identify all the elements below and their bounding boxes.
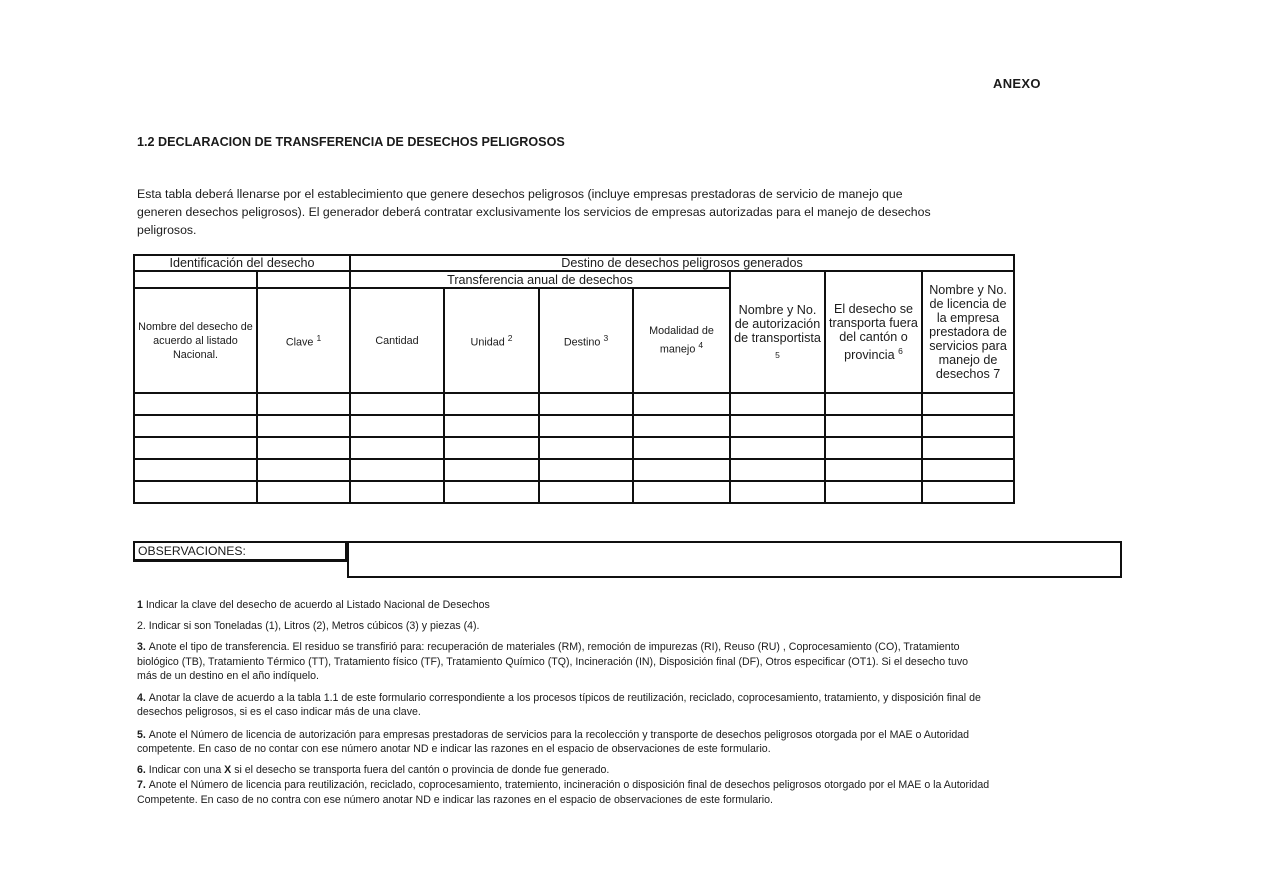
anexo-label: ANEXO [993, 76, 1041, 91]
empty-cell [257, 271, 350, 288]
footnote-number: 5. [137, 728, 149, 741]
footnote-ref-4: 4 [698, 340, 704, 351]
empty-cell [539, 459, 633, 481]
table-group-row [134, 255, 1014, 271]
empty-cell [825, 459, 922, 481]
empty-cell [922, 481, 1014, 503]
group-header-destino: Destino de desechos peligrosos generados [350, 255, 1014, 271]
footnote-2: 2. Indicar si son Toneladas (1), Litros (2), Metros cúbicos (3) y piezas (4). [137, 619, 480, 632]
footnotes [137, 598, 1127, 807]
empty-cell [444, 437, 539, 459]
empty-cell [730, 437, 825, 459]
empty-cell [134, 415, 257, 437]
empty-cell [257, 393, 350, 415]
empty-cell [444, 393, 539, 415]
column-header-transportista: Nombre y No. de autorización de transportista 5 [730, 271, 825, 393]
intro-paragraph [137, 185, 931, 239]
empty-cell [730, 481, 825, 503]
empty-cell [633, 481, 730, 503]
empty-cell [922, 393, 1014, 415]
table-row [134, 393, 1014, 415]
footnote-5: 5. Anote el Número de licencia de autorización para empresas prestadoras de servicios para la recolección y transporte de desechos peligrosos otorgada por el MAE o Autoridad competente. En caso de no contar con ese número anotar ND e indicar las razones en el espacio de observaciones de este formulario. [137, 728, 970, 755]
table-row [134, 415, 1014, 437]
empty-cell [539, 481, 633, 503]
footnote-number: 6. [137, 763, 149, 776]
column-header-licencia-empresa: Nombre y No. de licencia de la empresa prestadora de servicios para manejo de desechos 7 [922, 271, 1014, 393]
intro-line: Esta tabla deberá llenarse por el establecimiento que genere desechos peligrosos (incluye empresas prestadoras de servicio de manejo que [137, 187, 903, 202]
footnote-number: 2. [137, 619, 149, 632]
empty-cell [134, 393, 257, 415]
footnote-number: 4. [137, 691, 149, 704]
empty-cell [134, 437, 257, 459]
footnote-number: 7. [137, 779, 149, 791]
empty-cell [922, 437, 1014, 459]
intro-line: generen desechos peligrosos). El generador deberá contratar exclusivamente los servicios de empresas autorizadas para el manejo de desechos [137, 205, 931, 220]
column-header-transporta-fuera: El desecho se transporta fuera del cantón o provincia $^6$ [825, 271, 922, 393]
footnote-1: 1 Indicar la clave del desecho de acuerdo al Listado Nacional de Desechos [137, 599, 490, 611]
empty-cell [257, 459, 350, 481]
empty-cell [633, 437, 730, 459]
empty-cell [134, 271, 257, 288]
empty-cell [444, 459, 539, 481]
empty-cell [350, 459, 444, 481]
column-header-clave: Clave $^1$ [257, 288, 350, 393]
empty-cell [730, 459, 825, 481]
empty-cell [257, 481, 350, 503]
empty-cell [350, 437, 444, 459]
empty-cell [350, 415, 444, 437]
footnote-ref-1: 1 [316, 333, 322, 344]
footnote-ref-3: 3 [603, 333, 609, 344]
footnote-number: 3. [137, 641, 149, 653]
footnote-number: 1 [137, 599, 146, 611]
column-header-unidad: Unidad $^2$ [444, 288, 539, 393]
empty-cell [922, 459, 1014, 481]
footnote-ref-2: 2 [507, 333, 513, 344]
observaciones-label: OBSERVACIONES: [133, 541, 347, 562]
table-row [134, 481, 1014, 503]
empty-cell [350, 481, 444, 503]
empty-cell [730, 415, 825, 437]
empty-cell [134, 481, 257, 503]
column-header-modalidad: Modalidad de manejo $^4$ [633, 288, 730, 393]
empty-cell [825, 437, 922, 459]
table-subgroup-row [134, 271, 1014, 288]
empty-cell [539, 393, 633, 415]
empty-cell [539, 437, 633, 459]
column-header-nombre-desecho: Nombre del desecho de acuerdo al listado Nacional. [134, 288, 257, 393]
empty-cell [825, 481, 922, 503]
empty-cell [539, 415, 633, 437]
column-header-destino: Destino $^3$ [539, 288, 633, 393]
footnote-7: 7. Anote el Número de licencia para reutilización, reciclado, coprocesamiento, tratemiento, incineración o disposición final de desechos peligrosos otorgado por el MAE o la Autoridad Competente. En caso de no contra con ese número anotar ND e indicar las razones en el espacio de observaciones de este formulario. [137, 779, 990, 806]
table-row [134, 437, 1014, 459]
empty-cell [633, 415, 730, 437]
column-header-cantidad: Cantidad [350, 288, 444, 393]
footnote-ref-5: 5 [775, 349, 780, 360]
table-row [134, 459, 1014, 481]
empty-cell [825, 415, 922, 437]
footnote-3: 3. Anote el tipo de transferencia. El residuo se transfirió para: recuperación de materiales (RM), remoción de impurezas (RI), Reuso (RU) , Coprocesamiento (CO), Tratamiento biológico (TB), Tratamiento Térmico (TT), Tratamiento físico (TF), Tratamiento Químico (TQ), Incineración (IN), Disposición final (DF), Otros especificar (OT1). Si el desecho tuvo más de un destino en el año indíquelo. [137, 641, 969, 682]
section-title: 1.2 DECLARACION DE TRANSFERENCIA DE DESECHOS PELIGROSOS [137, 135, 565, 149]
empty-cell [444, 415, 539, 437]
empty-cell [633, 459, 730, 481]
footnote-6: 6. Indicar con una X si el desecho se transporta fuera del cantón o provincia de donde fue generado. [137, 763, 610, 776]
empty-cell [257, 415, 350, 437]
empty-cell [257, 437, 350, 459]
footnote-ref-6: 6 [898, 345, 903, 356]
empty-cell [730, 393, 825, 415]
group-header-identificacion: Identificación del desecho [134, 255, 350, 271]
empty-cell [922, 415, 1014, 437]
empty-cell [633, 393, 730, 415]
footnote-4: 4. Anotar la clave de acuerdo a la tabla 1.1 de este formulario correspondiente a los procesos típicos de reutilización, reciclado, coprocesamiento, tratamiento, y disposición final de desechos peligrosos, si es el caso indicar más de una clave. [137, 691, 981, 718]
declaration-table [133, 254, 1015, 504]
empty-cell [350, 393, 444, 415]
empty-cell [444, 481, 539, 503]
empty-cell [134, 459, 257, 481]
empty-cell [825, 393, 922, 415]
observaciones-box [347, 541, 1122, 578]
group-header-transferencia: Transferencia anual de desechos [350, 271, 730, 288]
intro-line: peligrosos. [137, 223, 197, 238]
